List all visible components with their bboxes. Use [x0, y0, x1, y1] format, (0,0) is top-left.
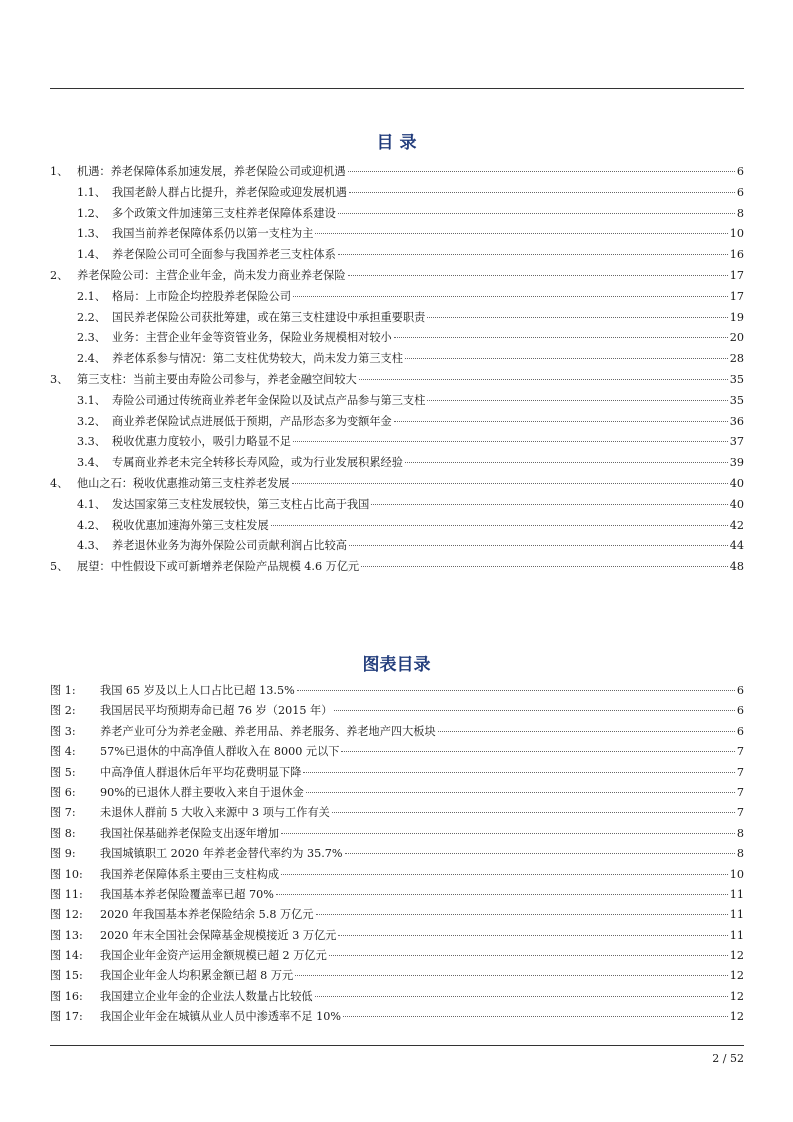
- entry-title: 专属商业养老未完全转移长寿风险，或为行业发展积累经验: [112, 456, 403, 470]
- entry-page: 17: [729, 268, 744, 282]
- entry-number: 1.3、: [77, 227, 106, 241]
- entry-page: 40: [729, 476, 744, 490]
- entry-title: 2020 年末全国社会保障基金规模接近 3 万亿元: [100, 928, 337, 942]
- dot-leader: [371, 504, 727, 505]
- entry-title: 我国当前养老保障体系仍以第一支柱为主: [112, 227, 314, 241]
- entry-title: 我国企业年金人均积累金额已超 8 万元: [100, 969, 294, 983]
- dot-leader: [293, 441, 728, 442]
- entry-page: 17: [729, 289, 744, 303]
- entry-page: 7: [736, 765, 744, 779]
- toc-entry[interactable]: [50, 370, 744, 391]
- entry-number: 1.1、: [77, 185, 106, 199]
- entry-number: 图 12:: [50, 908, 83, 922]
- figure-entry[interactable]: [50, 742, 744, 762]
- entry-number: 图 10:: [50, 867, 83, 881]
- dot-leader: [293, 296, 728, 297]
- entry-number: 3.2、: [77, 414, 106, 428]
- dot-leader: [349, 192, 735, 193]
- entry-title: 税收优惠加速海外第三支柱发展: [112, 518, 269, 532]
- entry-title: 税收优惠力度较小，吸引力略显不足: [112, 435, 292, 449]
- entry-title: 格局：上市险企均控股养老保险公司: [112, 289, 292, 303]
- dot-leader: [297, 690, 735, 691]
- entry-page: 28: [729, 352, 744, 366]
- toc-entry[interactable]: [50, 412, 744, 433]
- entry-title: 我国基本养老保险覆盖率已超 70%: [100, 887, 274, 901]
- entry-number: 5、: [50, 560, 69, 574]
- figure-entry[interactable]: [50, 966, 744, 986]
- dot-leader: [348, 275, 728, 276]
- entry-number: 图 16:: [50, 989, 83, 1003]
- entry-title: 中高净值人群退休后年平均花费明显下降: [100, 765, 302, 779]
- toc-entry[interactable]: [50, 266, 744, 287]
- toc-entry[interactable]: [50, 308, 744, 329]
- entry-title: 我国 65 岁及以上人口占比已超 13.5%: [100, 684, 295, 697]
- toc-entry[interactable]: [50, 162, 744, 183]
- footer-rule: [50, 1045, 744, 1046]
- entry-title: 未退休人群前 5 大收入来源中 3 项与工作有关: [100, 806, 330, 820]
- entry-page: 11: [729, 908, 744, 922]
- toc-list: [50, 162, 744, 578]
- entry-number: 3.4、: [77, 456, 106, 470]
- entry-page: 16: [729, 248, 744, 262]
- toc-entry[interactable]: [50, 204, 744, 225]
- dot-leader: [316, 914, 728, 915]
- entry-title: 我国老龄人群占比提升，养老保险或迎发展机遇: [112, 185, 347, 199]
- entry-title: 我国城镇职工 2020 年养老金替代率约为 35.7%: [100, 847, 343, 861]
- dot-leader: [332, 812, 735, 813]
- dot-leader: [345, 853, 735, 854]
- entry-number: 图 13:: [50, 928, 83, 942]
- toc-entry[interactable]: [50, 224, 744, 245]
- entry-number: 图 6:: [50, 785, 76, 799]
- dot-leader: [281, 833, 735, 834]
- entry-page: 6: [736, 185, 744, 199]
- entry-title: 2020 年我国基本养老保险结余 5.8 万亿元: [100, 908, 314, 922]
- toc-entry[interactable]: [50, 349, 744, 370]
- dot-leader: [315, 996, 728, 997]
- entry-page: 12: [729, 989, 744, 1003]
- entry-page: 20: [729, 331, 744, 345]
- figure-entry[interactable]: [50, 844, 744, 864]
- dot-leader: [338, 254, 728, 255]
- dot-leader: [427, 400, 727, 401]
- entry-number: 2.2、: [77, 310, 106, 324]
- entry-page: 6: [736, 165, 744, 178]
- dot-leader: [359, 379, 728, 380]
- entry-page: 7: [736, 745, 744, 759]
- dot-leader: [338, 935, 727, 936]
- entry-title: 第三支柱：当前主要由寿险公司参与，养老金融空间较大: [77, 372, 357, 386]
- entry-page: 44: [729, 539, 744, 553]
- entry-page: 42: [729, 518, 744, 532]
- entry-number: 2.4、: [77, 352, 106, 366]
- entry-title: 我国居民平均预期寿命已超 76 岁（2015 年）: [100, 704, 333, 718]
- entry-number: 4.2、: [77, 518, 106, 532]
- dot-leader: [329, 955, 728, 956]
- entry-title: 发达国家第三支柱发展较快，第三支柱占比高于我国: [112, 497, 370, 511]
- entry-page: 8: [736, 206, 744, 220]
- dot-leader: [271, 525, 728, 526]
- dot-leader: [349, 545, 728, 546]
- toc-entry[interactable]: [50, 287, 744, 308]
- figure-entry[interactable]: [50, 824, 744, 844]
- entry-title: 我国企业年金资产运用金额规模已超 2 万亿元: [100, 949, 327, 963]
- entry-page: 6: [736, 724, 744, 738]
- toc-entry[interactable]: [50, 432, 744, 453]
- entry-title: 我国社保基础养老保险支出逐年增加: [100, 826, 280, 840]
- entry-number: 图 14:: [50, 949, 83, 963]
- toc-entry[interactable]: [50, 536, 744, 557]
- entry-number: 图 8:: [50, 826, 76, 840]
- entry-number: 2.3、: [77, 331, 106, 345]
- toc-entry[interactable]: [50, 453, 744, 474]
- figure-list: [50, 681, 744, 1028]
- entry-title: 展望：中性假设下或可新增养老保险产品规模 4.6 万亿元: [77, 560, 360, 574]
- figure-entry[interactable]: [50, 865, 744, 885]
- entry-page: 36: [729, 414, 744, 428]
- dot-leader: [306, 792, 735, 793]
- entry-number: 图 15:: [50, 969, 83, 983]
- dot-leader: [292, 483, 728, 484]
- entry-page: 40: [729, 497, 744, 511]
- entry-page: 6: [736, 704, 744, 718]
- figure-entry[interactable]: [50, 722, 744, 742]
- entry-title: 他山之石：税收优惠推动第三支柱养老发展: [77, 476, 290, 490]
- entry-number: 3.1、: [77, 393, 106, 407]
- entry-page: 12: [729, 1010, 744, 1024]
- entry-number: 2、: [50, 268, 69, 282]
- entry-page: 10: [729, 867, 744, 881]
- figure-list-heading: 图表目录: [362, 655, 431, 675]
- toc-entry[interactable]: [50, 495, 744, 516]
- entry-page: 8: [736, 826, 744, 840]
- entry-number: 图 11:: [50, 887, 83, 901]
- entry-number: 图 2:: [50, 704, 76, 718]
- entry-number: 3、: [50, 372, 69, 386]
- figure-entry[interactable]: [50, 987, 744, 1007]
- toc-heading: 目 录: [376, 133, 417, 153]
- entry-title: 我国企业年金在城镇从业人员中渗透率不足 10%: [100, 1010, 341, 1024]
- toc-entry[interactable]: [50, 474, 744, 495]
- entry-number: 图 5:: [50, 765, 76, 779]
- entry-page: 37: [729, 435, 744, 449]
- entry-title: 90%的已退休人群主要收入来自于退休金: [100, 785, 304, 799]
- dot-leader: [427, 317, 727, 318]
- entry-title: 养老产业可分为养老金融、养老用品、养老服务、养老地产四大板块: [100, 724, 436, 738]
- entry-number: 1、: [50, 165, 69, 178]
- entry-title: 商业养老保险试点进展低于预期，产品形态多为变额年金: [112, 414, 392, 428]
- entry-number: 1.2、: [77, 206, 106, 220]
- figure-entry[interactable]: [50, 763, 744, 783]
- entry-number: 图 1:: [50, 684, 76, 697]
- dot-leader: [276, 894, 728, 895]
- entry-number: 4.1、: [77, 497, 106, 511]
- entry-page: 6: [736, 684, 744, 697]
- entry-page: 10: [729, 227, 744, 241]
- entry-title: 寿险公司通过传统商业养老年金保险以及试点产品参与第三支柱: [112, 393, 426, 407]
- figure-entry[interactable]: [50, 926, 744, 946]
- entry-title: 养老退休业务为海外保险公司贡献利润占比较高: [112, 539, 347, 553]
- entry-page: 11: [729, 887, 744, 901]
- toc-entry[interactable]: [50, 391, 744, 412]
- entry-number: 2.1、: [77, 289, 106, 303]
- entry-number: 图 7:: [50, 806, 76, 820]
- dot-leader: [303, 772, 734, 773]
- page-number: 2 / 52: [712, 1052, 744, 1065]
- dot-leader: [341, 751, 734, 752]
- entry-number: 4、: [50, 476, 69, 490]
- entry-page: 35: [729, 393, 744, 407]
- entry-title: 机遇：养老保障体系加速发展，养老保险公司或迎机遇: [77, 165, 346, 178]
- entry-title: 我国建立企业年金的企业法人数量占比较低: [100, 989, 313, 1003]
- toc-entry[interactable]: [50, 328, 744, 349]
- entry-title: 养老保险公司可全面参与我国养老三支柱体系: [112, 248, 336, 262]
- entry-title: 我国养老保障体系主要由三支柱构成: [100, 867, 280, 881]
- dot-leader: [405, 462, 728, 463]
- dot-leader: [348, 171, 735, 172]
- dot-leader: [334, 710, 734, 711]
- entry-page: 7: [736, 785, 744, 799]
- figure-entry[interactable]: [50, 946, 744, 966]
- dot-leader: [295, 975, 728, 976]
- entry-number: 3.3、: [77, 435, 106, 449]
- figure-entry[interactable]: [50, 803, 744, 823]
- toc-entry[interactable]: [50, 516, 744, 537]
- figure-entry[interactable]: [50, 783, 744, 803]
- entry-page: 12: [729, 969, 744, 983]
- figure-entry[interactable]: [50, 905, 744, 925]
- entry-number: 图 9:: [50, 847, 76, 861]
- entry-number: 4.3、: [77, 539, 106, 553]
- entry-number: 图 3:: [50, 724, 76, 738]
- dot-leader: [394, 421, 728, 422]
- entry-page: 12: [729, 949, 744, 963]
- dot-leader: [338, 213, 735, 214]
- entry-title: 多个政策文件加速第三支柱养老保障体系建设: [112, 206, 336, 220]
- entry-page: 7: [736, 806, 744, 820]
- figure-entry[interactable]: [50, 701, 744, 721]
- entry-title: 国民养老保险公司获批筹建，或在第三支柱建设中承担重要职责: [112, 310, 426, 324]
- entry-title: 57%已退休的中高净值人群收入在 8000 元以下: [100, 745, 340, 759]
- entry-page: 39: [729, 456, 744, 470]
- entry-title: 养老体系参与情况：第二支柱优势较大，尚未发力第三支柱: [112, 352, 403, 366]
- entry-page: 8: [736, 847, 744, 861]
- toc-entry[interactable]: [50, 245, 744, 266]
- dot-leader: [281, 874, 728, 875]
- header-rule: [50, 88, 744, 89]
- entry-page: 48: [729, 560, 744, 574]
- figure-entry[interactable]: [50, 681, 744, 701]
- entry-title: 业务：主营企业年金等资管业务，保险业务规模相对较小: [112, 331, 392, 345]
- dot-leader: [315, 233, 727, 234]
- entry-page: 35: [729, 372, 744, 386]
- entry-page: 19: [729, 310, 744, 324]
- figure-entry[interactable]: [50, 885, 744, 905]
- dot-leader: [438, 731, 735, 732]
- entry-title: 养老保险公司：主营企业年金，尚未发力商业养老保险: [77, 268, 346, 282]
- dot-leader: [343, 1016, 728, 1017]
- toc-entry[interactable]: [50, 557, 744, 578]
- entry-number: 图 17:: [50, 1010, 83, 1024]
- entry-number: 1.4、: [77, 248, 106, 262]
- dot-leader: [394, 337, 728, 338]
- dot-leader: [361, 566, 728, 567]
- toc-entry[interactable]: [50, 183, 744, 204]
- entry-page: 11: [729, 928, 744, 942]
- dot-leader: [405, 358, 728, 359]
- figure-entry[interactable]: [50, 1007, 744, 1027]
- entry-number: 图 4:: [50, 745, 76, 759]
